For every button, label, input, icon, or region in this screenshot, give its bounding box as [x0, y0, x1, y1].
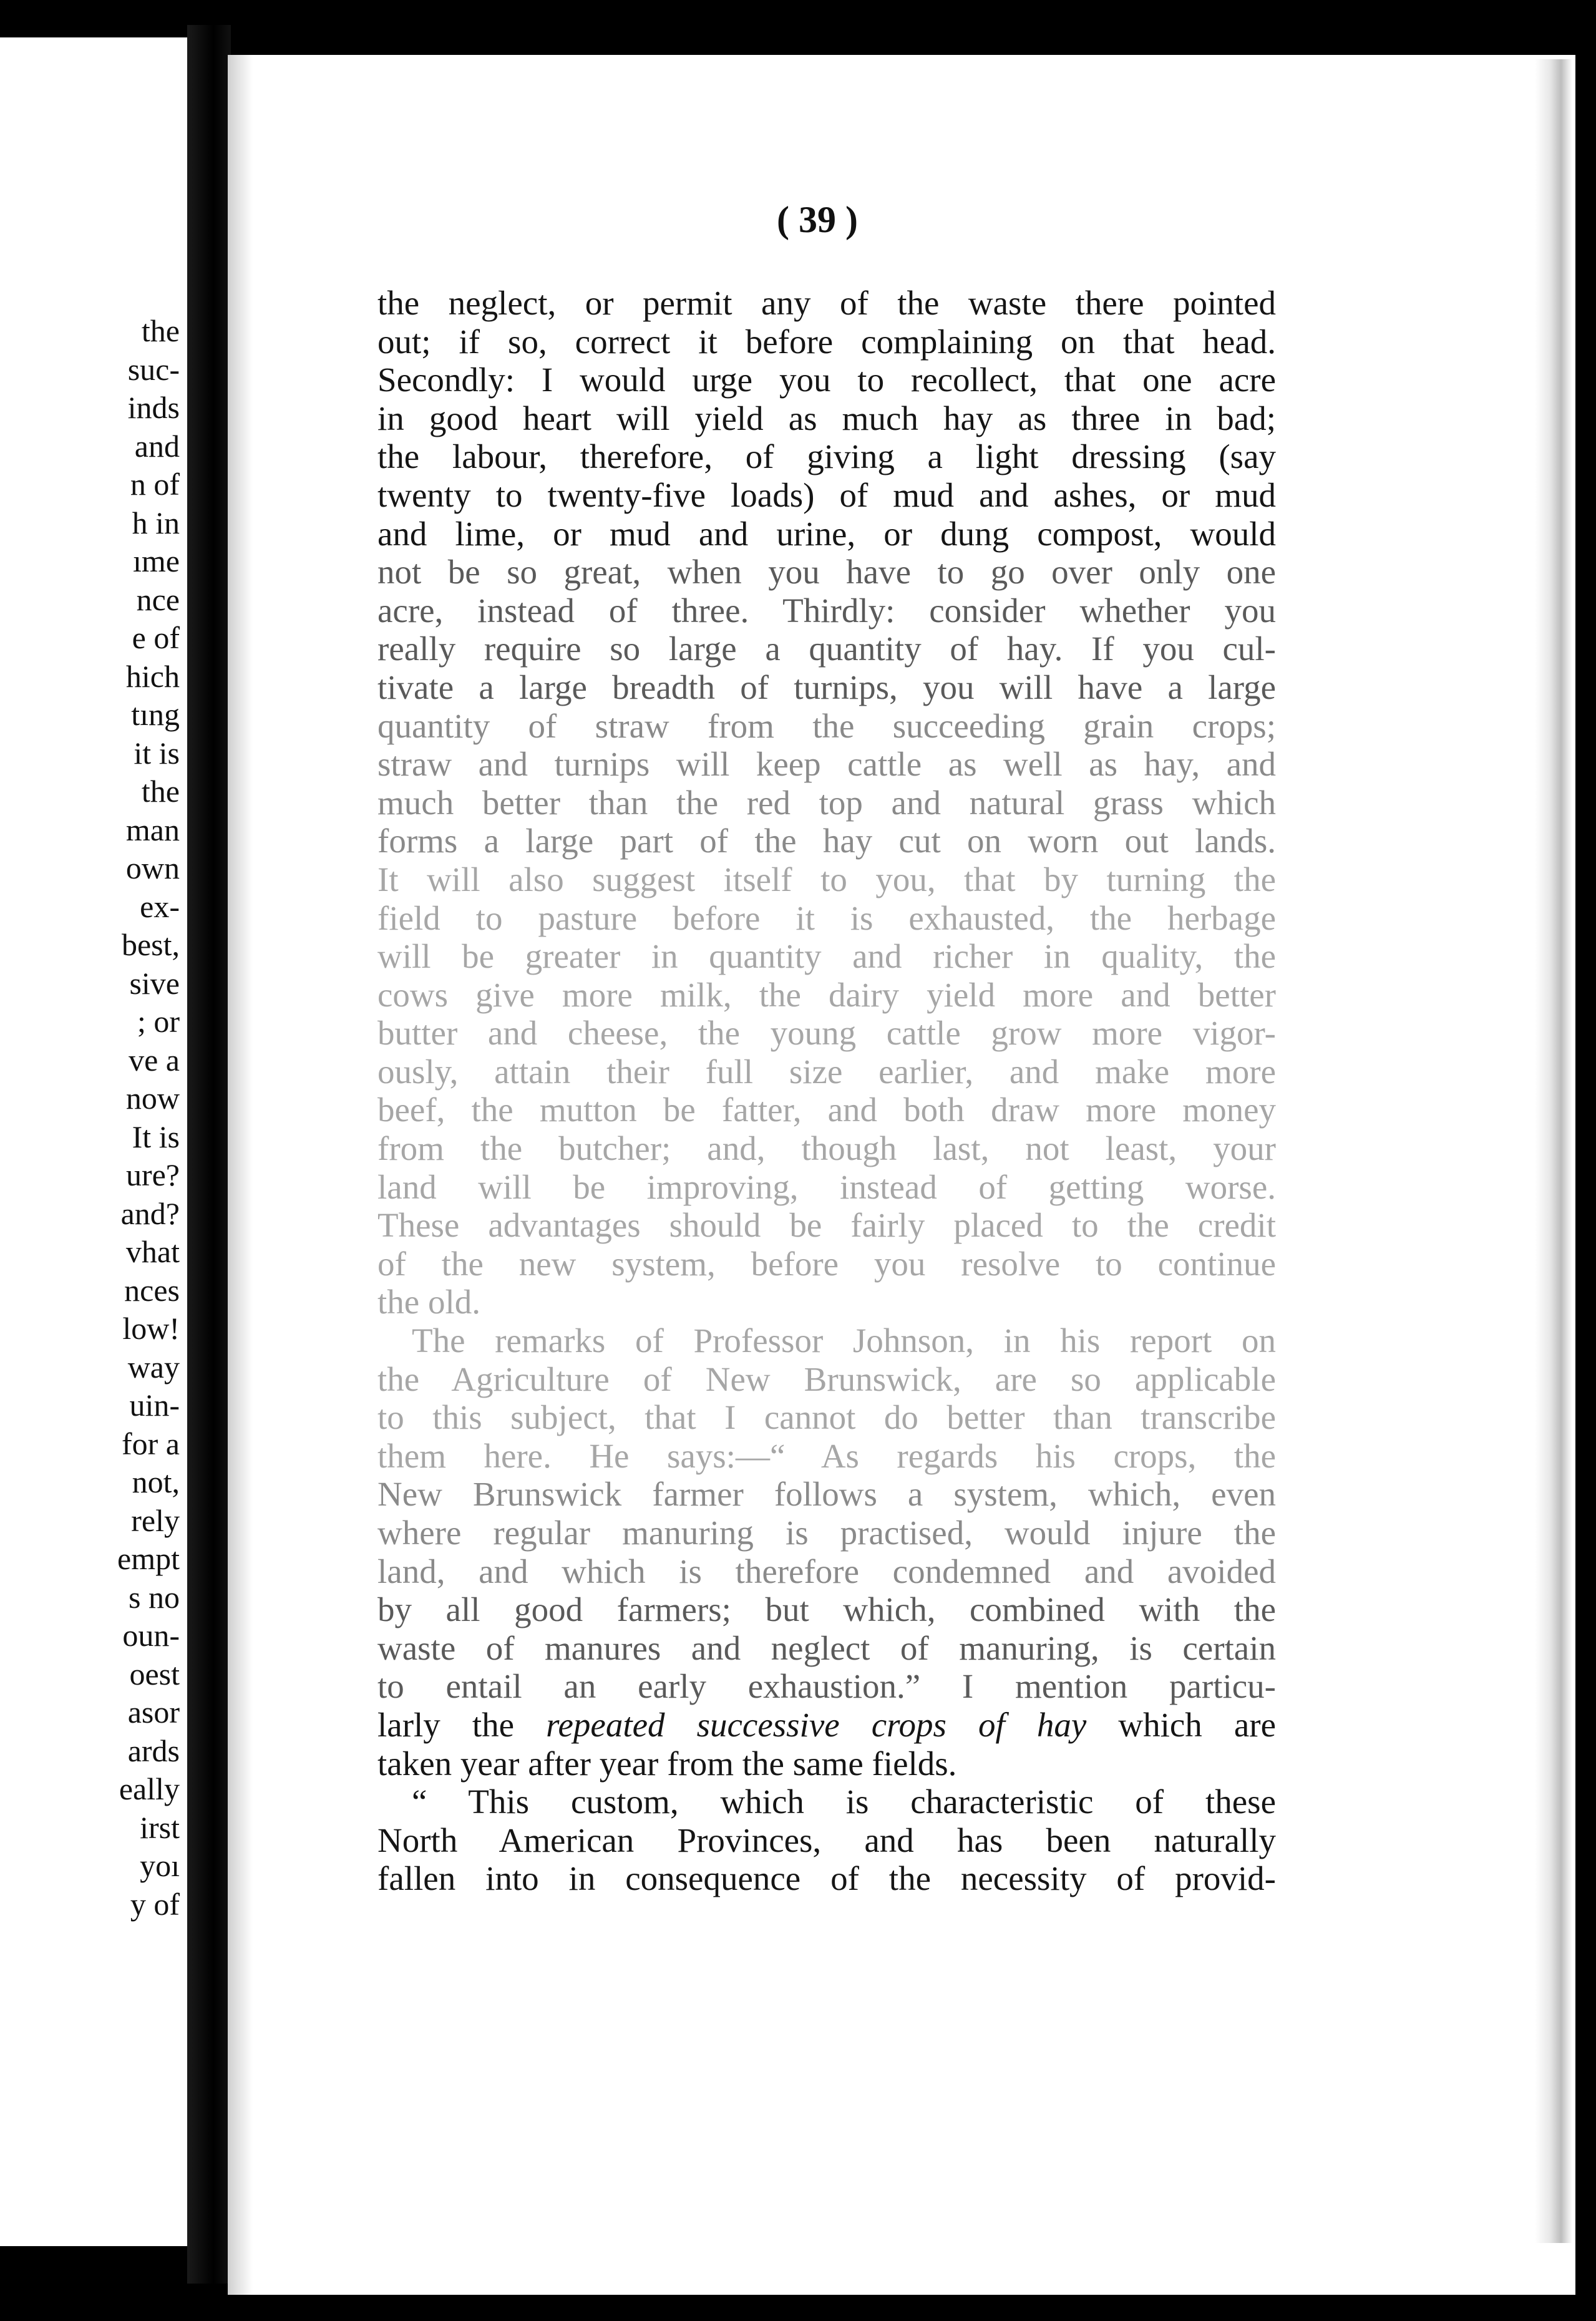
left-line: nce: [136, 581, 180, 617]
text-line: by all good farmers; but which, combined with the: [377, 1590, 1276, 1629]
left-line: suc-: [127, 351, 180, 387]
text-segment: which are: [1118, 1705, 1277, 1744]
text-line: twenty to twenty-five loads) of mud and ashes, or mud: [377, 475, 1276, 514]
left-line: and: [134, 428, 180, 464]
page-edge: [1535, 59, 1572, 2243]
text-line: of the new system, before you resolve to continue: [377, 1244, 1276, 1283]
text-line: It will also suggest itself to you, that by turning the: [377, 860, 1276, 898]
text-line: land, and which is therefore condemned and avoided: [377, 1552, 1276, 1590]
left-line: vhat: [125, 1234, 180, 1269]
text-line: quantity of straw from the succeeding grain crops;: [377, 706, 1276, 745]
left-line: oun-: [122, 1618, 180, 1653]
text-line: where regular manuring is practised, would injure the: [377, 1514, 1276, 1552]
left-line: tıng: [131, 697, 180, 732]
italic-phrase: repeated successive crops of hay: [546, 1705, 1087, 1744]
text-line: acre, instead of three. Thirdly: consider whether you: [377, 591, 1276, 630]
left-line: best,: [121, 927, 180, 962]
text-line: butter and cheese, the young cattle grow more vigor-: [377, 1014, 1276, 1053]
previous-page-text: [0, 312, 187, 1924]
text-line: straw and turnips will keep cattle as well as hay, and: [377, 745, 1276, 784]
text-line: the old.: [377, 1283, 480, 1321]
text-line: will be greater in quantity and richer in quality, the: [377, 937, 1276, 976]
text-line: “ This custom, which is characteristic of these: [412, 1783, 1276, 1821]
text-line: really require so large a quantity of hay. If you cul-: [377, 630, 1276, 668]
left-line: for a: [122, 1426, 180, 1461]
left-line: and?: [120, 1195, 180, 1231]
left-line: It is: [132, 1119, 180, 1154]
left-line: not,: [132, 1464, 180, 1499]
text-line: tivate a large breadth of turnips, you will have a large: [377, 668, 1276, 706]
text-line: in good heart will yield as much hay as three in bad;: [377, 399, 1276, 437]
text-line: fallen into in consequence of the necessity of provid-: [377, 1859, 1276, 1898]
text-line: cows give more milk, the dairy yield more and better: [377, 975, 1276, 1014]
text-line: land will be improving, instead of getting worse.: [377, 1167, 1276, 1206]
left-line: sive: [129, 965, 180, 1001]
text-line: not be so great, when you have to go over only one: [377, 553, 1276, 591]
left-line: ; or: [137, 1004, 180, 1039]
text-line: Secondly: I would urge you to recollect, that one acre: [377, 361, 1276, 399]
text-line: ously, attain their full size earlier, and make more: [377, 1052, 1276, 1091]
left-line: irst: [140, 1809, 180, 1845]
text-line-with-italic: [377, 1706, 1276, 1744]
left-line: nces: [124, 1272, 180, 1308]
left-line: y of: [130, 1886, 180, 1922]
text-line: the neglect, or permit any of the waste there pointed: [377, 284, 1276, 322]
text-line: them here. He says:—“ As regards his crops, the: [377, 1436, 1276, 1475]
left-line: ards: [127, 1733, 180, 1768]
left-line: rely: [131, 1502, 180, 1538]
text-line: forms a large part of the hay cut on worn out lands.: [377, 822, 1276, 860]
binding-shadow: [228, 55, 253, 2295]
left-line: h in: [132, 505, 180, 540]
text-line: the Agriculture of New Brunswick, are so applicable: [377, 1360, 1276, 1398]
left-line: inds: [127, 390, 180, 425]
left-line: empt: [117, 1541, 180, 1576]
text-line: beef, the mutton be fatter, and both draw more money: [377, 1091, 1276, 1129]
book-gutter: [187, 25, 231, 2284]
page-body-text: [377, 284, 1276, 1898]
text-line: to this subject, that I cannot do better than transcribe: [377, 1398, 1276, 1437]
page-number: ( 39 ): [777, 199, 858, 240]
left-line: ex-: [140, 888, 180, 924]
left-line: the: [141, 313, 180, 348]
left-line: low!: [122, 1311, 180, 1346]
left-line: yoı: [140, 1848, 180, 1883]
left-line: e of: [132, 620, 180, 655]
left-line: ure?: [125, 1157, 180, 1192]
text-line: and lime, or mud and urine, or dung compost, would: [377, 514, 1276, 553]
left-line: ıme: [133, 543, 180, 578]
text-segment: larly the: [377, 1705, 515, 1744]
text-line: These advantages should be fairly placed to the credit: [377, 1206, 1276, 1245]
text-line: out; if so, correct it before complaining on that head.: [377, 322, 1276, 361]
left-line: oest: [129, 1656, 180, 1691]
left-line: hich: [125, 658, 180, 694]
text-line: waste of manures and neglect of manuring, is certain: [377, 1628, 1276, 1667]
left-line: uin-: [129, 1388, 180, 1423]
text-line: field to pasture before it is exhausted, the herbage: [377, 898, 1276, 937]
text-line: taken year after year from the same fields.: [377, 1744, 957, 1783]
text-line: the labour, therefore, of giving a light dressing (say: [377, 437, 1276, 476]
text-line: much better than the red top and natural grass which: [377, 783, 1276, 822]
left-line: s no: [129, 1579, 180, 1615]
left-line: way: [127, 1349, 180, 1384]
text-line: North American Provinces, and has been naturally: [377, 1821, 1276, 1859]
text-line: The remarks of Professor Johnson, in his report on: [412, 1321, 1276, 1360]
text-line: from the butcher; and, though last, not least, your: [377, 1129, 1276, 1168]
left-line: eally: [119, 1771, 180, 1806]
left-line: man: [125, 812, 180, 847]
text-line: to entail an early exhaustion.” I mention particu-: [377, 1667, 1276, 1706]
text-line: New Brunswick farmer follows a system, which, even: [377, 1475, 1276, 1514]
left-line: own: [125, 850, 180, 885]
left-line: ve a: [129, 1042, 180, 1078]
previous-page-fragment: [0, 37, 187, 2246]
left-line: asor: [127, 1695, 180, 1730]
left-line: now: [125, 1081, 180, 1116]
left-line: it is: [134, 735, 180, 771]
left-line: n of: [130, 467, 180, 502]
left-line: the: [141, 774, 180, 809]
